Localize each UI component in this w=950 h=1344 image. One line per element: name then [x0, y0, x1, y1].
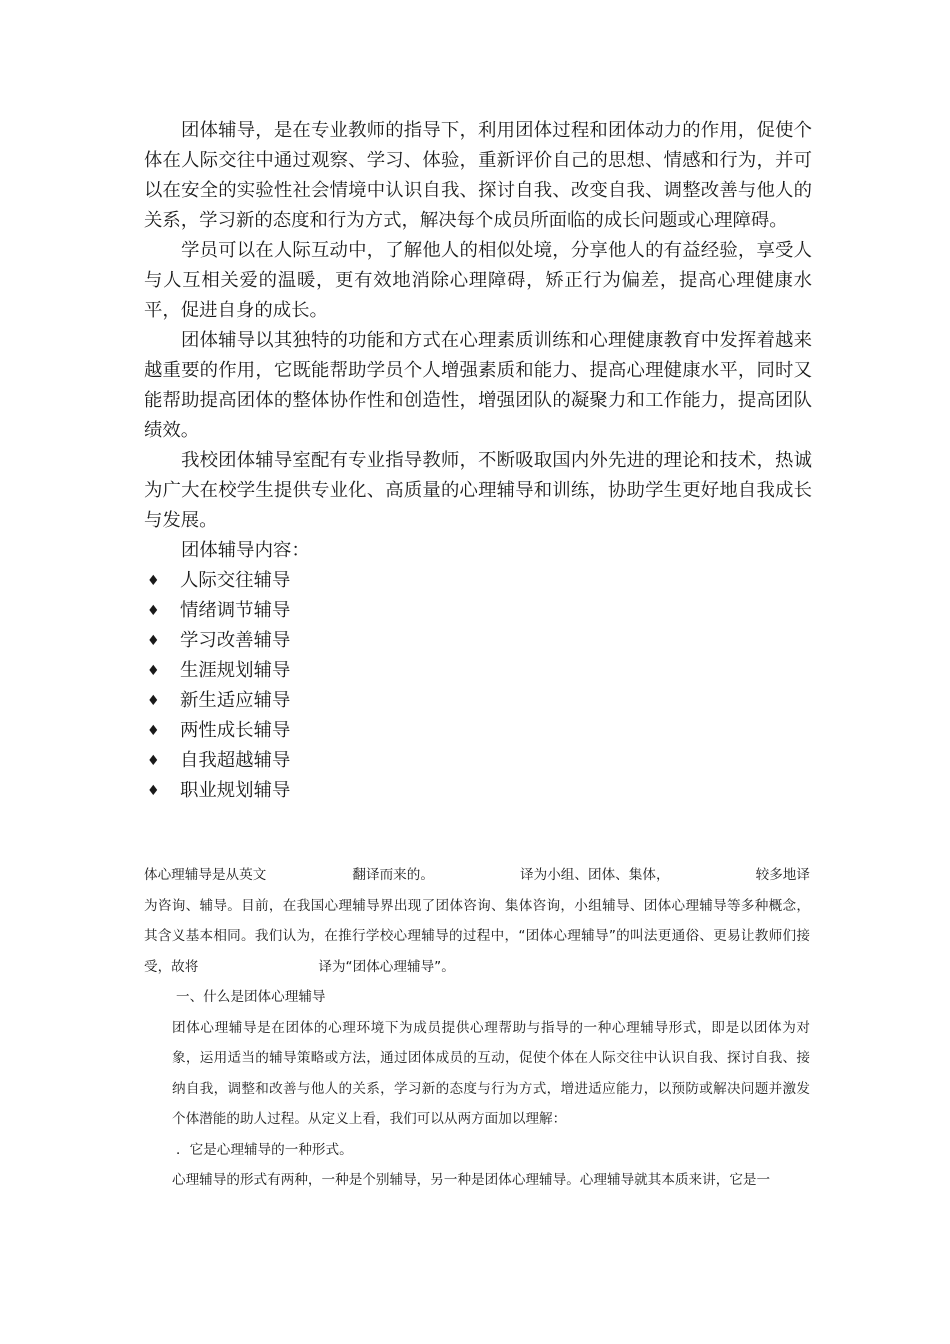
list-item-label: 自我超越辅导	[180, 750, 291, 771]
origin-segment: 译为小组、团体、集体，	[520, 867, 670, 883]
list-item-label: 人际交往辅导	[180, 570, 291, 591]
list-item-label: 学习改善辅导	[180, 630, 291, 651]
list-item	[144, 776, 812, 806]
paragraph-terminology	[144, 891, 810, 983]
list-item-label: 两性成长辅导	[180, 720, 291, 741]
paragraph-role: 团体辅导以其独特的功能和方式在心理素质训练和心理健康教育中发挥着越来越重要的作用，它既能帮助学员个人增强素质和能力、提高心理健康水平，同时又能帮助提高团体的整体协作性和创造性，增强团队的凝聚力和工作能力，提高团队绩效。	[144, 330, 812, 441]
origin-segment: 翻译而来的。	[352, 867, 434, 883]
list-item	[144, 596, 812, 626]
diamond-bullet-icon: ♦	[147, 753, 160, 769]
origin-segment: 体心理辅导是从英文	[144, 867, 267, 883]
diamond-bullet-icon: ♦	[147, 573, 160, 589]
paragraph-group-definition	[144, 1013, 810, 1135]
list-item-label: 新生适应辅导	[180, 690, 291, 711]
diamond-bullet-icon: ♦	[147, 693, 160, 709]
point-heading: ．它是心理辅导的一种形式。	[176, 1141, 353, 1158]
lower-section	[144, 860, 810, 1196]
terminology-text: 为咨询、辅导。目前，在我国心理辅导界出现了团体咨询、集体咨询，小组辅导、团体心理辅导等多种概念，其含义基本相同。我们认为，在推行学校心理辅导的过程中，“团体心理辅导”的叫法更通俗、更易让教师们接受，故将	[144, 897, 810, 975]
group-definition-text: 团体心理辅导是在团体的心理环境下为成员提供心理帮助与指导的一种心理辅导形式，即是以团体为对象，运用适当的辅导策略或方法，通过团体成员的互动，促使个体在人际交往中认识自我、探讨自我、接纳自我，调整和改善与他人的关系，学习新的态度与行为方式，增进适应能力，以预防或解决问题并激发个体潜能的助人过程。从定义上看，我们可以从两方面加以理解：	[172, 1019, 810, 1127]
diamond-bullet-icon: ♦	[147, 783, 160, 799]
diamond-bullet-icon: ♦	[147, 633, 160, 649]
paragraph-definition: 团体辅导，是在专业教师的指导下，利用团体过程和团体动力的作用，促使个体在人际交往中通过观察、学习、体验，重新评价自己的思想、情感和行为，并可以在安全的实验性社会情境中认识自我、探讨自我、改变自我、调整改善与他人的关系，学习新的态度和行为方式，解决每个成员所面临的成长问题或心理障碍。	[144, 120, 812, 231]
terminology-tail: 译为“团体心理辅导”。	[318, 958, 455, 975]
list-item	[144, 686, 812, 716]
contents-list	[144, 566, 812, 806]
origin-line	[144, 860, 810, 891]
list-item-label: 生涯规划辅导	[180, 660, 291, 681]
diamond-bullet-icon: ♦	[147, 663, 160, 679]
paragraph-forms: 心理辅导的形式有两种，一种是个别辅导，另一种是团体心理辅导。心理辅导就其本质来讲，它是一	[172, 1172, 771, 1188]
list-item	[144, 716, 812, 746]
list-item	[144, 746, 812, 776]
list-item	[144, 656, 812, 686]
section-heading: 一、什么是团体心理辅导	[176, 989, 326, 1005]
list-item	[144, 566, 812, 596]
upper-section	[144, 116, 812, 806]
origin-segment: 较多地译	[755, 867, 810, 883]
paragraph-school: 我校团体辅导室配有专业指导教师，不断吸取国内外先进的理论和技术，热诚为广大在校学生提供专业化、高质量的心理辅导和训练，协助学生更好地自我成长与发展。	[144, 450, 812, 531]
paragraph-benefits: 学员可以在人际互动中，了解他人的相似处境，分享他人的有益经验，享受人与人互相关爱的温暖，更有效地消除心理障碍，矫正行为偏差，提高心理健康水平，促进自身的成长。	[144, 240, 812, 321]
paragraph-contents-heading: 团体辅导内容：	[181, 540, 310, 561]
diamond-bullet-icon: ♦	[147, 603, 160, 619]
diamond-bullet-icon: ♦	[147, 723, 160, 739]
list-item-label: 情绪调节辅导	[180, 600, 291, 621]
list-item-label: 职业规划辅导	[180, 780, 291, 801]
list-item	[144, 626, 812, 656]
